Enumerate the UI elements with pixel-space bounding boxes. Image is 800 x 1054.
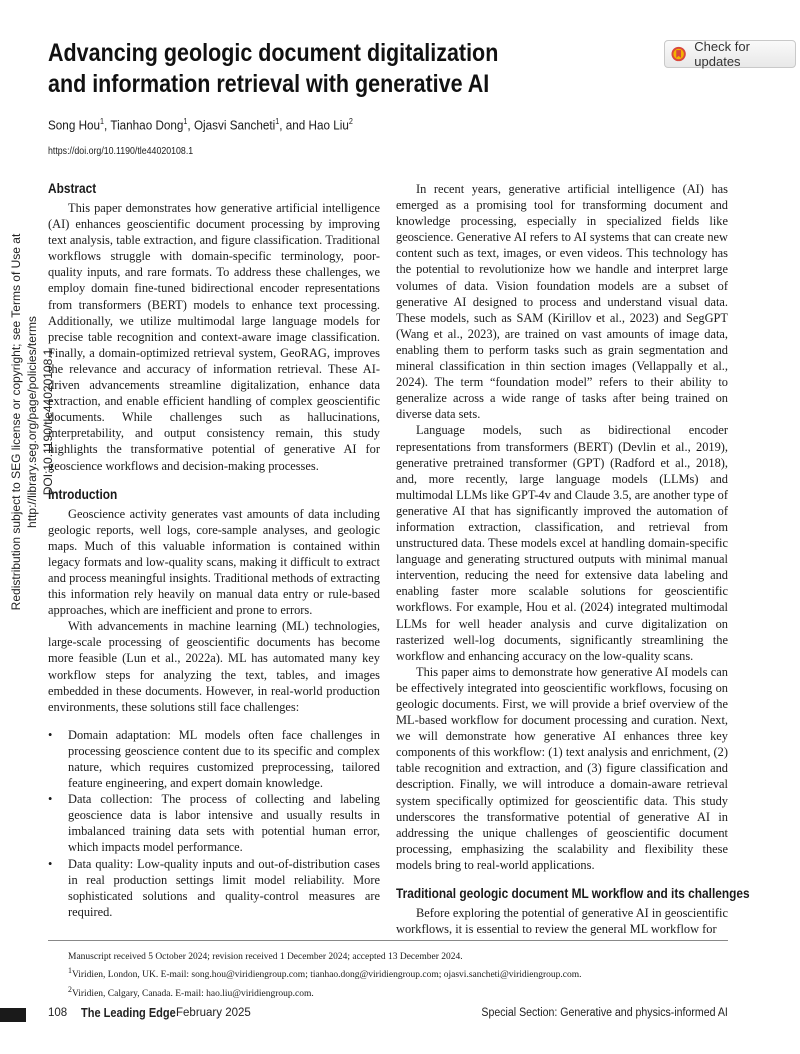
- list-item: • Data collection: The process of collecting and labeling geoscience data is labor intensive and usually results in imbalanced training data sets with potential human error, which impacts model performance.: [48, 791, 380, 855]
- title-line-1: Advancing geologic document digitalization: [48, 39, 499, 67]
- special-section: Special Section: Generative and physics-informed AI: [481, 1007, 728, 1019]
- affiliation-mark: 1: [183, 117, 188, 126]
- abstract-text: This paper demonstrates how generative artificial intelligence (AI) enhances geoscientific document processing by improving text analysis, table extraction, and figure classification. Traditional workflows struggle with domain-specific terminology, poor-quality inputs, and rare formats. To address these challenges, we employ domain fine-tuned bidirectional encoder representations from transformers (BERT) models to enhance text processing. Additionally, we utilize multimodal large language models for precise table recognition and context-aware image classification. Finally, a domain-optimized retrieval system, GeoRAG, improves the relevance and accuracy of information retrieval. These AI-driven advancements streamline digitalization, enhance data extraction, and enable efficient handling of complex geoscientific documents. While challenges such as hallucinations, interpretability, and output consistency remain, this study highlights the transformative potential of generative AI for geoscience workflows and decision-making processes.: [48, 201, 380, 473]
- paragraph: Before exploring the potential of generative AI in geoscientific workflows, it is essential to review the general ML workflow for: [396, 906, 728, 937]
- paragraph: Geoscience activity generates vast amounts of data including geologic reports, well logs, core-sample analyses, and geologic maps. Much of this valuable information is contained within legacy formats and low-quality scans, making it difficult to extract and process meaningful insights. Traditional methods of extracting this information rely heavily on manual data entry or rule-based approaches, which are inefficient and prone to errors.: [48, 506, 380, 618]
- introduction-heading: Introduction: [48, 486, 118, 502]
- check-updates-label: Check for updates: [694, 39, 750, 69]
- right-column: [396, 181, 750, 937]
- footnote-divider: [48, 940, 728, 941]
- author-name: Ojasvi Sancheti: [193, 117, 276, 133]
- page-footer: [48, 1007, 728, 1023]
- redistribution-note: [8, 187, 55, 657]
- journal-name: The Leading Edge: [81, 1006, 176, 1020]
- section-heading: Traditional geologic document ML workflow and its challenges: [396, 886, 750, 902]
- side-doi: DOI:10.1190/tle44020108.1: [41, 348, 55, 496]
- redistribution-text: Redistribution subject to SEG license or copyright; see Terms of Use at http://library.seg.org/page/policies/terms: [9, 233, 39, 611]
- affiliation-mark: 1: [100, 117, 105, 126]
- author-name: Hao Liu: [308, 117, 349, 133]
- page-number: 108: [48, 1007, 68, 1019]
- challenge-list: [48, 727, 380, 920]
- affiliation-mark: 1: [275, 117, 280, 126]
- paragraph: In recent years, generative artificial intelligence (AI) has emerged as a promising tool for transforming document and knowledge processing, especially in specialized fields like geoscience. Generative AI refers to AI systems that can create new content such as text, images, or even videos. This technology has the potential to revolutionize how we handle and interpret large volumes of data. Vision foundation models are a subset of generative AI designed to process and understand visual data. These models, such as SAM (Kirillov et al., 2023) and SegGPT (Wang et al., 2023), are trained on vast amounts of image data, enabling them to perform tasks such as grain segmentation and mineral classification in thin section images (Vellappally et al., 2024). The term “foundation model” refers to their ability to generalize across a wide range of tasks after being trained on diverse data sets.: [396, 182, 728, 422]
- issue-date: February 2025: [176, 1007, 251, 1019]
- check-for-updates-button[interactable]: [664, 40, 796, 68]
- abstract-heading: Abstract: [48, 181, 97, 196]
- paragraph: Language models, such as bidirectional encoder representations from transformers (BERT) (Devlin et al., 2019), generative pretrained transformer (GPT) (Radford et al., 2018), and, more recently, large language models (LLMs) and multimodal LLMs like GPT-4v and Claude 3.5, are another type of generative AI that has significantly improved the automation of information extraction, classification, and retrieval from unstructured data. These models excel at handling domain-specific language and generating structured outputs with minimal manual intervention, reducing the need for extensive data labeling and enabling faster more scalable solutions for geoscientific workflows. For example, Hou et al. (2024) integrated multimodal LLMs for well header analysis and curve digitalization on rasterized well-log documents, significantly streamlining the workflow and enhancing accuracy on the low-quality scans.: [396, 423, 728, 663]
- affiliation-mark: 2: [348, 117, 353, 126]
- list-item: • Domain adaptation: ML models often face challenges in processing geoscience content due to its specific and complex nature, which requires customized preprocessing, tailored feature engineering, and expert domain knowledge.: [48, 727, 380, 791]
- author-name: Song Hou: [48, 117, 101, 133]
- author-name: Tianhao Dong: [110, 117, 184, 133]
- check-updates-icon: [671, 46, 686, 62]
- title-line-2: and information retrieval with generative AI: [48, 70, 490, 98]
- manuscript-dates: Manuscript received 5 October 2024; revision received 1 December 2024; accepted 13 December 2024.: [68, 952, 463, 962]
- paragraph: With advancements in machine learning (ML) technologies, large-scale processing of geoscientific documents has become more feasible (Lun et al., 2022a). ML has automated many key workflow steps for analyzing the text, tables, and images embedded in these documents. However, in real-world production environments, these solutions still face challenges:: [48, 619, 380, 714]
- affiliation-2: $^2$Viridien, Calgary, Canada. E-mail: hao.liu@viridiengroup.com.: [68, 984, 314, 1000]
- paragraph: This paper aims to demonstrate how generative AI models can be effectively integrated into geoscientific workflows, focusing on geologic documents. First, we will provide a brief overview of the ML-based workflow for document processing and curation. Next, we will demonstrate how generative AI enhances three key components of this workflow: (1) text analysis and enrichment, (2) table recognition and extraction, and (3) figure classification and description. Finally, we will introduce a domain-aware retrieval system specifically optimized for geoscientific data. This study underscores the transformative potential of generative AI in addressing the unique challenges of geoscientific document processing, emphasizing the scalability and flexibility these models bring to real-world applications.: [396, 664, 728, 872]
- left-column: [48, 180, 380, 920]
- article-title: [48, 38, 564, 100]
- doi-link[interactable]: https://doi.org/10.1190/tle44020108.1: [48, 146, 194, 157]
- author-list: Song Hou$^1$, Tianhao Dong$^1$, Ojasvi Sancheti$^1$, and Hao Liu$^2$: [48, 117, 353, 133]
- affiliation-1: $^1$Viridien, London, UK. E-mail: song.hou@viridiengroup.com; tianhao.dong@viridiengroup.com; ojasvi.sancheti@viridiengroup.com.: [68, 966, 582, 981]
- list-item: • Data quality: Low-quality inputs and out-of-distribution cases in real production settings limit model reliability. More sophisticated solutions and quality-control measures are required.: [48, 856, 380, 920]
- footnotes: [68, 951, 728, 1002]
- footer-marker: [0, 1008, 26, 1022]
